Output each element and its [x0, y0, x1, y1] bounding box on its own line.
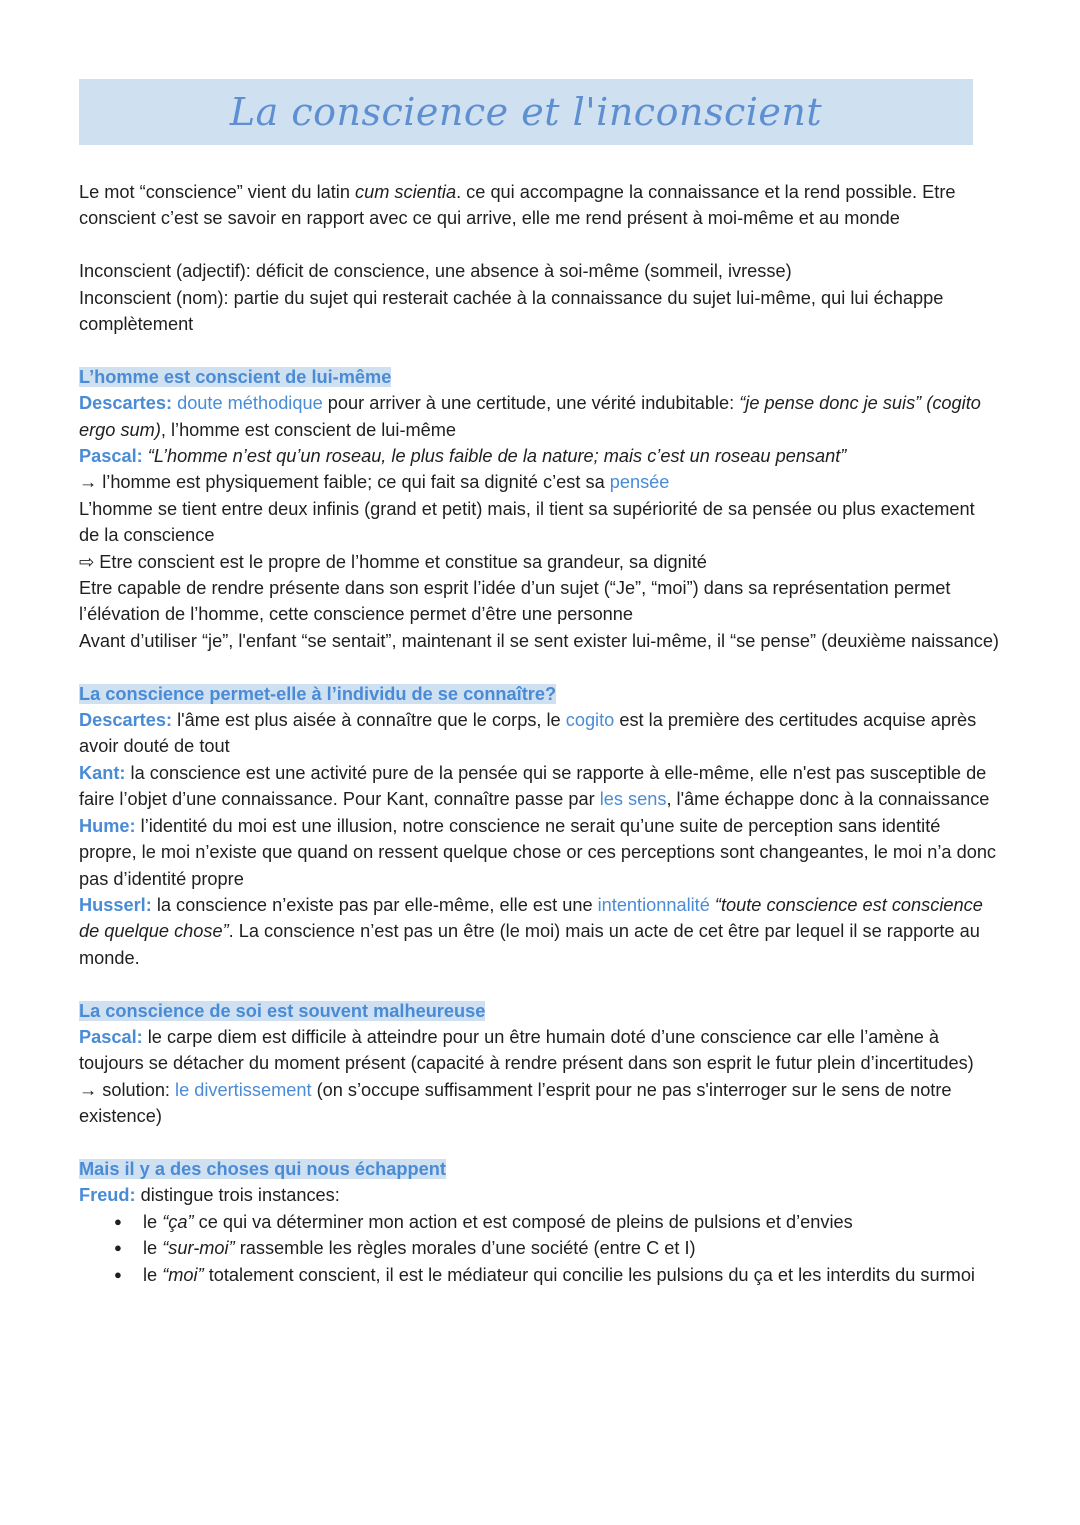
philosopher-name: Descartes: [79, 710, 173, 731]
philosopher-name: Pascal: [79, 446, 143, 467]
text: → l’homme est physiquement faible; ce qui fait sa dignité c’est sa [79, 472, 610, 493]
text: le carpe diem est difficile à atteindre pour un être humain doté d’une conscience car elle l’amène à toujours se détacher du moment présent (capacité à rendre présent dans son esprit le futur plein d’incertitudes) [79, 1026, 974, 1074]
text: ce qui va déterminer mon action et est composé de pleins de pulsions et d’envies [193, 1211, 853, 1232]
text: la conscience est une activité pure de la pensée qui se rapporte à elle-même, elle n'est pas susceptible de faire l’objet d’une connaissance. Pour Kant, connaître passe par [79, 762, 987, 810]
pascal-paragraph [79, 1024, 999, 1077]
text: totalement conscient, il est le médiateur qui concilie les pulsions du ça et les interdits du surmoi [203, 1264, 975, 1285]
propre-paragraph: ⇨ Etre conscient est le propre de l’homme et constitue sa grandeur, sa dignité [79, 551, 707, 572]
text: , l'âme échappe donc à la connaissance [666, 789, 990, 810]
hume-paragraph [79, 813, 999, 892]
text: . La conscience n’est pas un être (le moi) mais un acte de cet être par lequel il se rapporte au monde. [79, 921, 980, 968]
text: Le mot “conscience” vient du latin [79, 182, 355, 202]
philosopher-name: Descartes: [79, 393, 173, 414]
text: la conscience n’existe pas par elle-même, elle est une [151, 894, 598, 915]
philosopher-name: Kant: [79, 762, 126, 783]
latin-term: cum scientia [354, 182, 457, 202]
pascal-paragraph [79, 443, 999, 469]
text: est la première des certitudes acquise après avoir douté de tout [79, 710, 977, 757]
intro-paragraph [79, 179, 999, 232]
document-page [79, 79, 999, 1288]
descartes-paragraph [79, 390, 999, 443]
text: pour arriver à une certitude, une vérité indubitable: [322, 393, 740, 414]
document-body [79, 179, 999, 1288]
philosopher-name: Pascal: [79, 1026, 143, 1047]
title-banner [79, 79, 973, 145]
solution-paragraph [79, 1077, 999, 1130]
text: le [143, 1264, 163, 1285]
section-heading-1: L’homme est conscient de lui-même [79, 366, 392, 387]
section-heading-3: La conscience de soi est souvent malheureuse [79, 1000, 486, 1021]
text: l'âme est plus aisée à connaître que le corps, le [172, 710, 566, 731]
key-term: les sens [599, 789, 667, 810]
key-term: pensée [609, 472, 670, 493]
text: → solution: [79, 1079, 176, 1100]
text: le [143, 1238, 163, 1259]
text: rassemble les règles morales d’une société (entre C et I) [234, 1238, 696, 1259]
list-item [143, 1209, 999, 1235]
philosopher-name: Husserl: [79, 894, 152, 915]
freud-instances-list [79, 1209, 999, 1288]
text: l’identité du moi est une illusion, notre conscience ne serait qu’une suite de perception sans identité propre, le moi n’existe que quand on ressent quelque chose or ces perceptions sont changeantes, le moi n’a donc pas d’identité propre [79, 815, 997, 889]
descartes-paragraph [79, 707, 999, 760]
text: , l’homme est conscient de lui-même [160, 419, 457, 440]
key-term: intentionnalité [597, 894, 710, 915]
quote: “L’homme n’est qu’un roseau, le plus faible de la nature; mais c’est un roseau pensant” [147, 446, 847, 467]
avant-paragraph: Avant d’utiliser “je”, l'enfant “se sentait”, maintenant il se sent exister lui-même, il “se pense” (deuxième naissance) [79, 630, 999, 651]
capable-paragraph: Etre capable de rendre présente dans son esprit l’idée d’un sujet (“Je”, “moi”) dans sa représentation permet l’élévation de l’homme, cette conscience permet d’être une personne [79, 578, 951, 625]
definition-noun: Inconscient (nom): partie du sujet qui resterait cachée à la connaissance du sujet lui-même, qui lui échappe complètement [79, 287, 944, 335]
section-heading-2: La conscience permet-elle à l’individu de se connaître? [79, 683, 557, 704]
key-term: “moi” [162, 1264, 204, 1285]
freud-paragraph [79, 1182, 999, 1208]
key-term: le divertissement [175, 1079, 312, 1100]
arrow-paragraph [79, 469, 999, 495]
text: . ce qui accompagne la connaissance et la rend possible. Etre conscient c’est se savoir en rapport avec ce qui arrive, elle me rend présent à moi-même et au monde [79, 182, 956, 229]
definition-adjective: Inconscient (adjectif): déficit de conscience, une absence à soi-même (sommeil, ivresse) [79, 261, 792, 282]
page-title: La conscience et l'inconscient [229, 90, 823, 134]
key-term: “ça” [162, 1211, 194, 1232]
list-item [143, 1235, 999, 1261]
text: le [143, 1211, 163, 1232]
text: (on s’occupe suffisamment l’esprit pour ne pas s'interroger sur le sens de notre existence) [79, 1079, 952, 1127]
quote: “je pense donc je suis” (cogito ergo sum) [79, 393, 981, 440]
husserl-paragraph [79, 892, 999, 971]
key-term: cogito [565, 710, 615, 731]
philosopher-name: Freud: [79, 1185, 136, 1206]
kant-paragraph [79, 760, 999, 813]
text: distingue trois instances: [135, 1185, 340, 1206]
key-term: “sur-moi” [162, 1238, 235, 1259]
list-item [143, 1262, 999, 1288]
philosopher-name: Hume: [79, 815, 136, 836]
quote: “toute conscience est conscience de quelque chose” [79, 894, 983, 942]
infinis-paragraph: L’homme se tient entre deux infinis (grand et petit) mais, il tient sa supériorité de sa pensée ou plus exactement de la conscience [79, 498, 975, 546]
key-term: doute méthodique [177, 393, 323, 414]
section-heading-4: Mais il y a des choses qui nous échappent [79, 1158, 446, 1179]
